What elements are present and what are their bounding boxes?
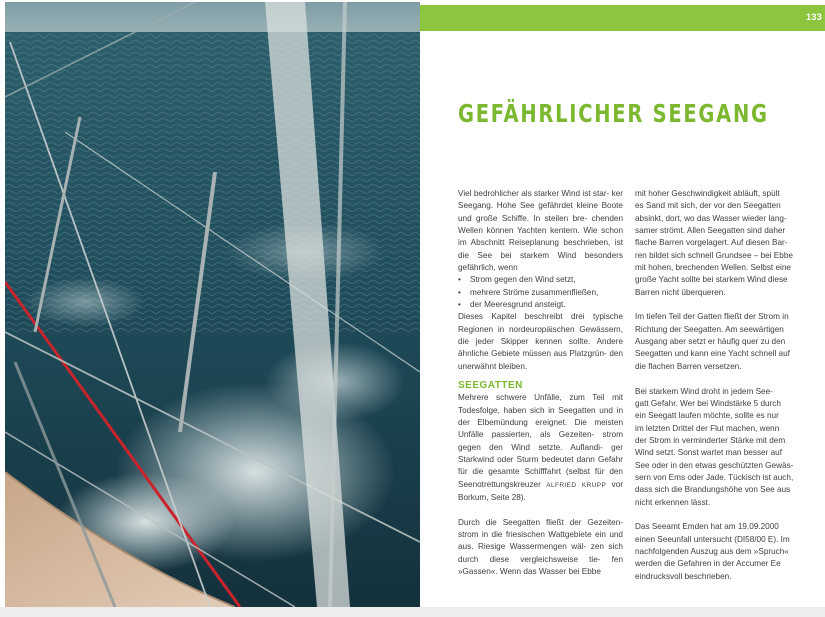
- bullet-icon: •: [458, 287, 461, 297]
- page-bottom-edge: [0, 607, 825, 617]
- header-accent-bar: [420, 5, 825, 31]
- list-item: • mehrere Ströme zusammenfließen,: [458, 287, 623, 299]
- seegatten-paragraph: Mehrere schwere Unfälle, zum Teil mit Todesfolge, haben sich in Seegatten und in der Elbemündung ereignet. Die meisten Unfälle passierten, als Gezeiten- strom gegen den Wind setzte. Auflandi- ger Starkwind oder Sturm bedeutet dann Gefahr für die gesamte Schifffahrt (selbst für den Seenotrettungskreuzer ALFRIED KRUPP vor Borkum, Seite 28).: [458, 393, 624, 502]
- text-column-right: [635, 188, 799, 583]
- page-number: 133: [806, 12, 822, 22]
- text-column-left: [458, 188, 623, 578]
- strong-wind-paragraph: Bei starkem Wind droht in jedem See- gatt Gefahr. Wer bei Windstärke 5 durch ein Seegatt laufen möchte, sollte es nur im letzten Drittel der Flut machen, wenn der Strom in verminderter Stärke mit dem Wind setzt. Sonst wartet man besser auf See oder in den etwas geschützten Gewäs- sern von Ems oder Jade. Tückisch ist auch, dass sich die Brandungshöhe von See aus nicht erkennen lässt.: [635, 386, 794, 507]
- chapter-title: GEFÄHRLICHER SEEGANG: [458, 99, 769, 128]
- intro-paragraph: Viel bedrohlicher als starker Wind ist star- ker Seegang. Hohe See gefährdet kleine Boote und große Schiffe. In steilen bre- chenden Wellen können Yachten kentern. Wie schon im Abschnitt Reiseplanung beschrieben, ist die See bei starkem Wind besonders gefährlich, wenn: [458, 189, 623, 273]
- bullet-icon: •: [458, 275, 461, 285]
- conditions-list: [458, 274, 623, 311]
- list-item: • der Meeresgrund ansteigt.: [458, 299, 623, 311]
- bullet-icon: •: [458, 300, 461, 310]
- ship-name-smallcaps: ALFRIED: [546, 481, 577, 489]
- list-item: • Strom gegen den Wind setzt,: [458, 274, 623, 286]
- sailing-photo: [5, 2, 420, 607]
- section-heading-seegatten: SEEGATTEN: [458, 380, 523, 392]
- seeamt-emden-paragraph: Das Seeamt Emden hat am 19.09.2000 einen Seeunfall untersucht (DI58/00 E). Im nachfolgenden Auszug aus dem »Spruch« werden die Gefahren in der Accumer Ee eindrucksvoll beschrieben.: [635, 522, 790, 581]
- sandbar-paragraph: mit hoher Geschwindigkeit abläuft, spült es Sand mit sich, der vor den Seegatten absinkt, dort, wo das Wasser wieder lang- samer strömt. Allen Seegatten sind daher flache Barren vorgelagert. Auf diesen Bar- ren bildet sich schnell Grundsee – bei Ebbe mit hohen, brechenden Wellen. Selbst eine große Yacht sollte bei starkem Wind diese Barren nicht überqueren.: [635, 189, 793, 297]
- chapter-overview-paragraph: Dieses Kapitel beschreibt drei typische Regionen in nordeuropäischen Gewässern, die jeder Skipper kennen sollte. Andere ähnliche Gebiete müssen aus Platzgrün- den unerwähnt bleiben.: [458, 312, 623, 371]
- tidal-flow-paragraph: Durch die Seegatten fließt der Gezeiten- strom in die friesischen Wattgebiete ein und aus. Riesige Wassermengen wäl- zen sich durch diese vergleichsweise tie- fen »Gassen«. Wenn das Wasser bei Ebbe: [458, 517, 624, 576]
- current-direction-paragraph: Im tiefen Teil der Gatten fließt der Strom in Richtung der Seegatten. Am seewärtigen Ausgang aber setzt er häufig quer zu den Seegatten und kann eine Yacht schnell auf die flachen Barren versetzen.: [635, 312, 790, 371]
- sailing-yacht-in-heavy-sea-photo: [5, 2, 420, 607]
- ship-name-smallcaps: KRUPP: [581, 481, 607, 489]
